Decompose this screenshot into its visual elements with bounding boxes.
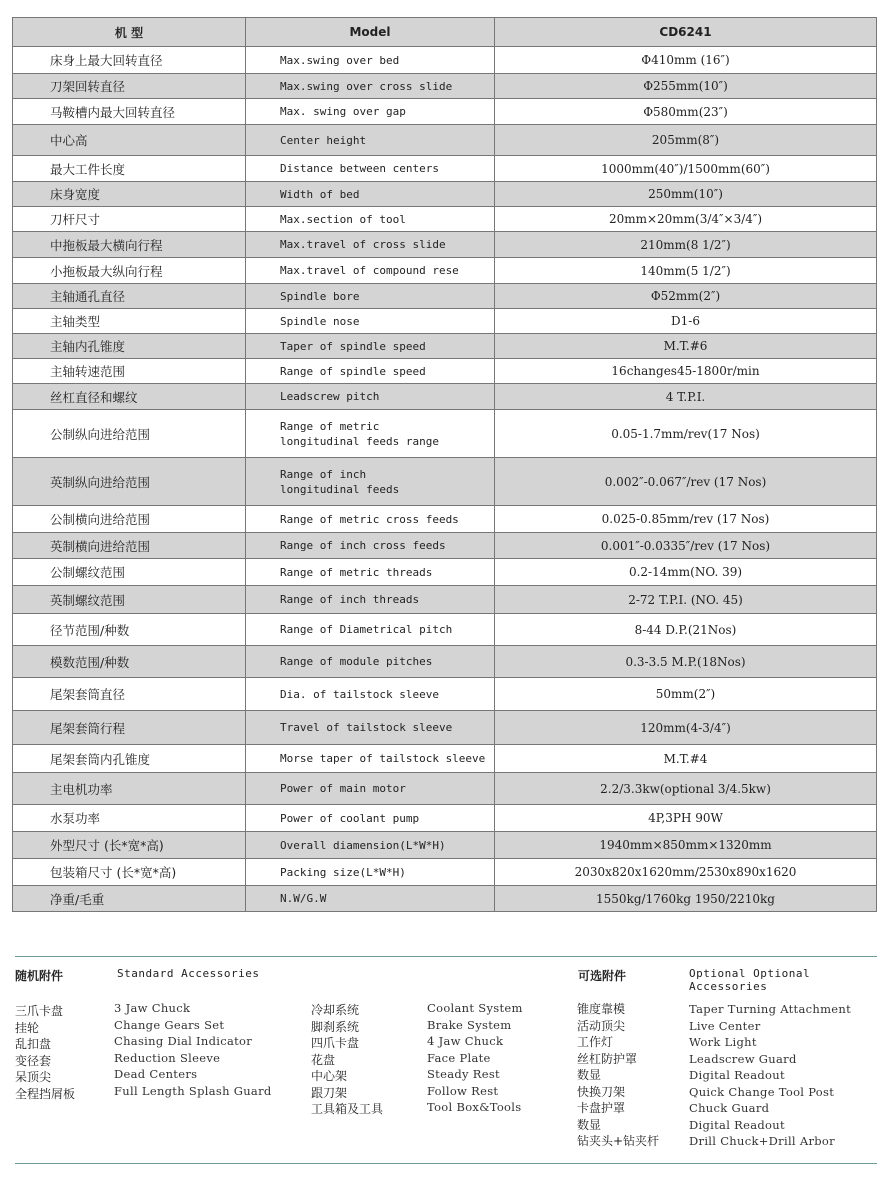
spec-label-en: Width of bed — [246, 182, 495, 207]
spec-label-en: Spindle bore — [246, 284, 495, 309]
spec-value: 2.2/3.3kw(optional 3/4.5kw) — [495, 773, 877, 805]
optional-list-zh — [577, 1001, 659, 1150]
accessory-item: Face Plate — [427, 1050, 491, 1065]
spec-value: Φ52mm(2″) — [495, 284, 877, 309]
spec-body — [13, 47, 877, 912]
spec-label-en: Range of inch cross feeds — [246, 533, 495, 559]
spec-label-en: Max.travel of compound rese — [246, 258, 495, 284]
accessory-item: 跟刀架 — [311, 1085, 348, 1100]
header-model-value: CD6241 — [495, 18, 877, 47]
spec-value: 250mm(10″) — [495, 182, 877, 207]
spec-label-en: Taper of spindle speed — [246, 334, 495, 359]
spec-label-zh: 径节范围/种数 — [13, 614, 246, 646]
spec-label-en: Max.section of tool — [246, 207, 495, 232]
spec-value: 50mm(2″) — [495, 678, 877, 711]
accessory-item: Full Length Splash Guard — [114, 1083, 272, 1098]
spec-value: 4P,3PH 90W — [495, 805, 877, 832]
spec-label-zh: 净重/毛重 — [13, 886, 246, 912]
spec-row — [13, 745, 877, 773]
accessory-item: 丝杠防护罩 — [577, 1051, 638, 1066]
accessory-item: 活动顶尖 — [577, 1018, 626, 1033]
accessory-item: Digital Readout — [689, 1068, 785, 1082]
spec-label-zh: 丝杠直径和螺纹 — [13, 384, 246, 410]
standard-list-zh — [15, 1003, 75, 1102]
spec-value: 8-44 D.P.(21Nos) — [495, 614, 877, 646]
spec-label-zh: 英制横向进给范围 — [13, 533, 246, 559]
accessory-item: Chasing Dial Indicator — [114, 1034, 253, 1048]
accessory-item: Tool Box&Tools — [427, 1100, 522, 1114]
spec-label-zh: 尾架套筒行程 — [13, 711, 246, 745]
spec-row — [13, 586, 877, 614]
spec-label-zh: 主轴通孔直径 — [13, 284, 246, 309]
accessory-item: 三爪卡盘 — [15, 1004, 64, 1018]
spec-value: 0.001″-0.0335″/rev (17 Nos) — [495, 533, 877, 559]
spec-label-zh: 模数范围/种数 — [13, 646, 246, 678]
accessory-item: 全程挡屑板 — [15, 1086, 76, 1101]
spec-row — [13, 284, 877, 309]
accessory-item: Brake System — [427, 1017, 512, 1032]
accessory-item: 花盘 — [311, 1052, 336, 1067]
spec-label-en: N.W/G.W — [246, 886, 495, 912]
spec-label-zh: 床身宽度 — [13, 182, 246, 207]
spec-row — [13, 47, 877, 74]
spec-row — [13, 334, 877, 359]
spec-label-en: Morse taper of tailstock sleeve — [246, 745, 495, 773]
spec-value: Φ255mm(10″) — [495, 74, 877, 99]
spec-value: Φ410mm (16″) — [495, 47, 877, 74]
accessory-item: Drill Chuck+Drill Arbor — [689, 1134, 835, 1148]
spec-label-en: Max.travel of cross slide — [246, 232, 495, 258]
spec-label-en: Range of metric threads — [246, 559, 495, 586]
spec-row — [13, 805, 877, 832]
spec-value: D1-6 — [495, 309, 877, 334]
spec-value: M.T.#4 — [495, 745, 877, 773]
accessory-item: 钻夹头+钻夹杆 — [577, 1134, 660, 1148]
spec-label-zh: 主轴转速范围 — [13, 359, 246, 384]
spec-label-zh: 公制横向进给范围 — [13, 506, 246, 533]
accessory-item: 锥度靠模 — [577, 1002, 626, 1016]
spec-label-en: Dia. of tailstock sleeve — [246, 678, 495, 711]
spec-row — [13, 182, 877, 207]
spec-value: 4 T.P.I. — [495, 384, 877, 410]
spec-label-en: Distance between centers — [246, 156, 495, 182]
accessory-item: 数显 — [577, 1068, 602, 1082]
spec-label-en: Power of main motor — [246, 773, 495, 805]
spec-value: 1940mm×850mm×1320mm — [495, 832, 877, 859]
spec-row — [13, 646, 877, 678]
spec-label-zh: 水泵功率 — [13, 805, 246, 832]
spec-value: M.T.#6 — [495, 334, 877, 359]
spec-value: 1550kg/1760kg 1950/2210kg — [495, 886, 877, 912]
spec-row — [13, 832, 877, 859]
accessory-item: 卡盘护罩 — [577, 1101, 626, 1115]
optional-accessories-title-en: Optional Optional Accessories — [689, 967, 811, 993]
spec-label-en: Range of Diametrical pitch — [246, 614, 495, 646]
spec-row — [13, 886, 877, 912]
spec-label-zh: 小拖板最大纵向行程 — [13, 258, 246, 284]
spec-label-zh: 最大工件长度 — [13, 156, 246, 182]
spec-value: 205mm(8″) — [495, 125, 877, 156]
spec-value: 0.025-0.85mm/rev (17 Nos) — [495, 506, 877, 533]
spec-row — [13, 410, 877, 458]
spec-label-en: Packing size(L*W*H) — [246, 859, 495, 886]
accessory-item: 工作灯 — [577, 1035, 614, 1049]
spec-row — [13, 859, 877, 886]
spec-label-zh: 尾架套筒内孔锥度 — [13, 745, 246, 773]
accessory-item: Change Gears Set — [114, 1017, 225, 1032]
accessory-item: Quick Change Tool Post — [689, 1084, 835, 1099]
standard-extra-list-zh — [311, 1002, 383, 1118]
spec-row — [13, 773, 877, 805]
accessory-item: Leadscrew Guard — [689, 1051, 797, 1066]
spec-row — [13, 384, 877, 410]
spec-value: Φ580mm(23″) — [495, 99, 877, 125]
spec-label-zh: 床身上最大回转直径 — [13, 47, 246, 74]
spec-label-en: Max.swing over bed — [246, 47, 495, 74]
accessory-item: Work Light — [689, 1035, 757, 1049]
spec-label-zh: 主电机功率 — [13, 773, 246, 805]
spec-value: 20mm×20mm(3/4″×3/4″) — [495, 207, 877, 232]
spec-row — [13, 614, 877, 646]
spec-label-zh: 公制螺纹范围 — [13, 559, 246, 586]
spec-value: 1000mm(40″)/1500mm(60″) — [495, 156, 877, 182]
spec-label-zh: 主轴类型 — [13, 309, 246, 334]
spec-row — [13, 156, 877, 182]
accessory-item: 3 Jaw Chuck — [114, 1001, 191, 1015]
spec-label-en: Range of metric longitudinal feeds range — [246, 410, 495, 458]
accessories-top-rule — [15, 956, 877, 957]
spec-row — [13, 207, 877, 232]
spec-label-zh: 中心高 — [13, 125, 246, 156]
spec-row — [13, 232, 877, 258]
accessory-item: 工具箱及工具 — [311, 1102, 384, 1116]
spec-row — [13, 258, 877, 284]
accessory-item: Coolant System — [427, 1001, 523, 1015]
spec-value: 120mm(4-3/4″) — [495, 711, 877, 745]
spec-label-zh: 英制螺纹范围 — [13, 586, 246, 614]
accessory-item: 脚刹系统 — [311, 1019, 360, 1034]
spec-label-zh: 中拖板最大横向行程 — [13, 232, 246, 258]
spec-label-en: Leadscrew pitch — [246, 384, 495, 410]
spec-value: 210mm(8 1/2″) — [495, 232, 877, 258]
spec-label-zh: 马鞍槽内最大回转直径 — [13, 99, 246, 125]
spec-row — [13, 533, 877, 559]
accessory-item: 呆顶尖 — [15, 1070, 52, 1084]
accessories-bottom-rule — [15, 1163, 877, 1164]
accessory-item: Taper Turning Attachment — [689, 1002, 852, 1016]
spec-label-zh: 主轴内孔锥度 — [13, 334, 246, 359]
spec-label-en: Range of inch threads — [246, 586, 495, 614]
spec-label-en: Max.swing over cross slide — [246, 74, 495, 99]
accessory-item: 中心架 — [311, 1069, 348, 1083]
spec-value: 2-72 T.P.I. (NO. 45) — [495, 586, 877, 614]
spec-row — [13, 74, 877, 99]
standard-extra-list-en — [427, 1000, 523, 1116]
spec-value: 0.2-14mm(NO. 39) — [495, 559, 877, 586]
spec-value: 0.05-1.7mm/rev(17 Nos) — [495, 410, 877, 458]
spec-label-zh: 外型尺寸 (长*宽*高) — [13, 832, 246, 859]
spec-label-en: Travel of tailstock sleeve — [246, 711, 495, 745]
spec-label-en: Range of inch longitudinal feeds — [246, 458, 495, 506]
spec-label-zh: 公制纵向进给范围 — [13, 410, 246, 458]
accessory-item: Live Center — [689, 1018, 761, 1033]
spec-label-zh: 刀架回转直径 — [13, 74, 246, 99]
spec-row — [13, 559, 877, 586]
spec-label-zh: 包装箱尺寸 (长*宽*高) — [13, 859, 246, 886]
spec-label-zh: 尾架套筒直径 — [13, 678, 246, 711]
spec-label-en: Range of module pitches — [246, 646, 495, 678]
spec-value: 0.002″-0.067″/rev (17 Nos) — [495, 458, 877, 506]
spec-label-en: Max. swing over gap — [246, 99, 495, 125]
accessory-item: 四爪卡盘 — [311, 1036, 360, 1050]
standard-list-en — [114, 1000, 272, 1099]
accessory-item: Reduction Sleeve — [114, 1050, 221, 1065]
spec-label-zh: 刀杆尺寸 — [13, 207, 246, 232]
spec-row — [13, 359, 877, 384]
spec-label-en: Overall diamension(L*W*H) — [246, 832, 495, 859]
spec-label-zh: 英制纵向进给范围 — [13, 458, 246, 506]
spec-label-en: Power of coolant pump — [246, 805, 495, 832]
accessory-item: 数显 — [577, 1117, 602, 1132]
spec-label-en: Spindle nose — [246, 309, 495, 334]
spec-header-row — [13, 18, 877, 47]
accessory-item: 乱扣盘 — [15, 1037, 52, 1051]
spec-row — [13, 309, 877, 334]
accessory-item: Steady Rest — [427, 1067, 500, 1081]
accessory-item: 快换刀架 — [577, 1084, 626, 1099]
optional-list-en — [689, 1001, 851, 1150]
header-model-en: Model — [246, 18, 495, 47]
spec-row — [13, 711, 877, 745]
accessory-item: 4 Jaw Chuck — [427, 1034, 504, 1048]
spec-row — [13, 678, 877, 711]
spec-label-en: Center height — [246, 125, 495, 156]
spec-row — [13, 506, 877, 533]
optional-accessories-title-zh: 可选附件 — [578, 969, 627, 983]
spec-value: 0.3-3.5 M.P.(18Nos) — [495, 646, 877, 678]
spec-row — [13, 125, 877, 156]
accessory-item: Digital Readout — [689, 1117, 785, 1132]
spec-value: 140mm(5 1/2″) — [495, 258, 877, 284]
spec-value: 2030x820x1620mm/2530x890x1620 — [495, 859, 877, 886]
standard-accessories-title-zh: 随机附件 — [15, 969, 64, 983]
spec-table — [12, 17, 877, 912]
header-model-zh: 机 型 — [13, 18, 246, 47]
spec-label-en: Range of spindle speed — [246, 359, 495, 384]
spec-row — [13, 99, 877, 125]
accessory-item: 变径套 — [15, 1053, 52, 1068]
accessory-item: Chuck Guard — [689, 1101, 770, 1115]
spec-value: 16changes45-1800r/min — [495, 359, 877, 384]
spec-row — [13, 458, 877, 506]
accessory-item: Follow Rest — [427, 1083, 499, 1098]
accessory-item: 挂轮 — [15, 1020, 40, 1035]
accessory-item: Dead Centers — [114, 1067, 198, 1081]
spec-label-en: Range of metric cross feeds — [246, 506, 495, 533]
accessory-item: 冷却系统 — [311, 1003, 360, 1017]
standard-accessories-title-en: Standard Accessories — [117, 967, 260, 980]
